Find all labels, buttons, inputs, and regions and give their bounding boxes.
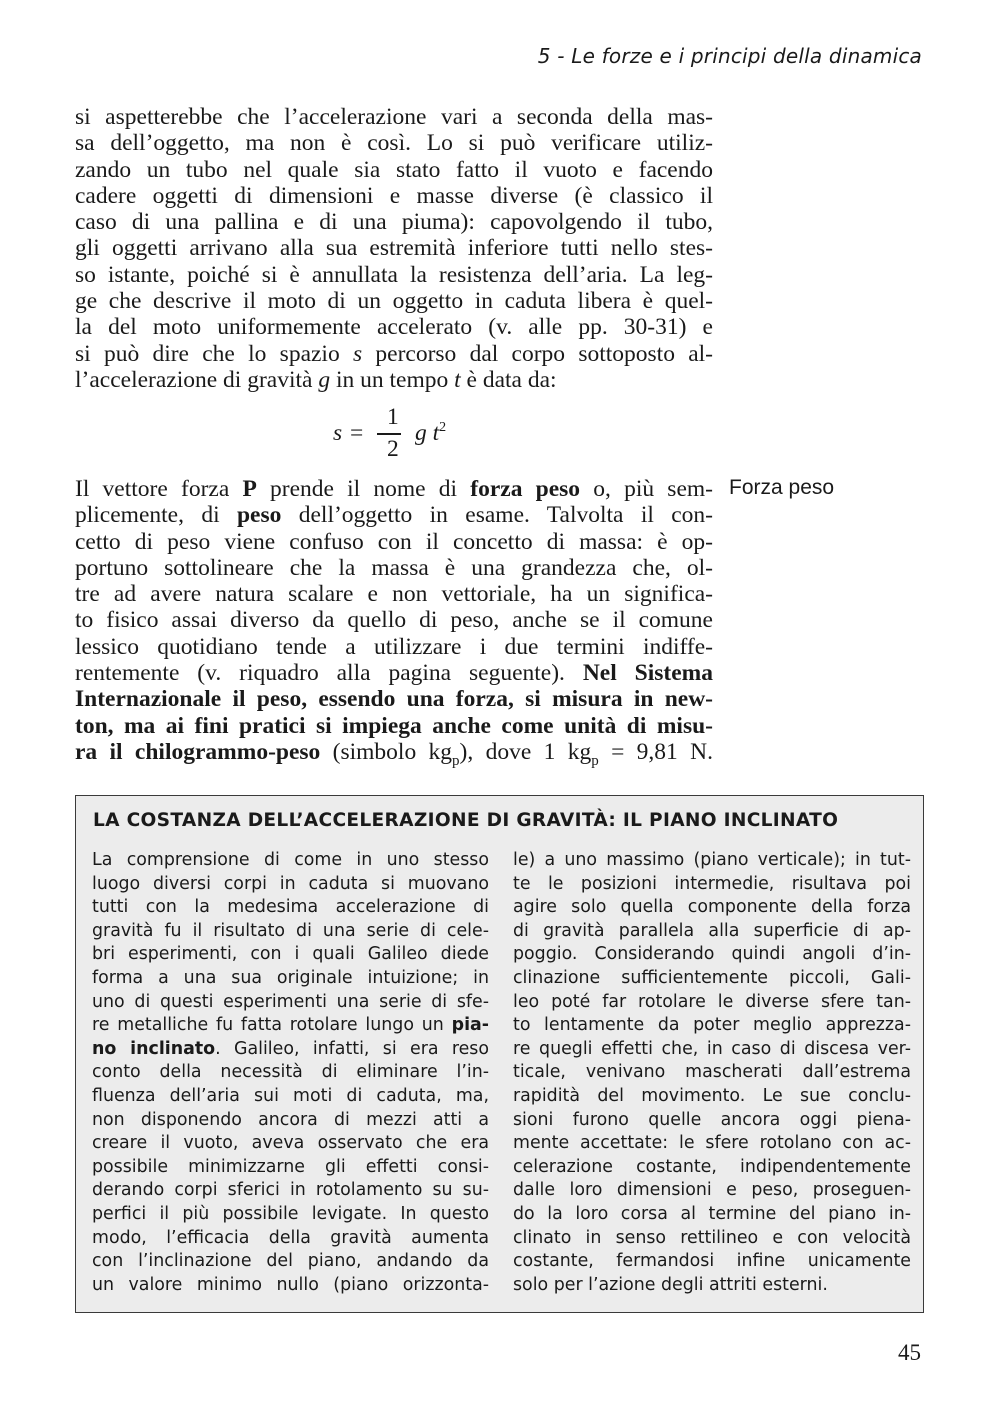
text-line: ge che descrive il moto di un oggetto in caduta libera è quel- [75, 288, 713, 315]
text-line: poggio. Considerando quindi angoli d’in- [513, 944, 911, 965]
fraction-numerator: 1 [387, 404, 399, 430]
text-line: so istante, poiché si è annullata la resistenza dell’aria. La leg- [75, 261, 713, 288]
text-line: fluenza dell’aria sui moti di caduta, ma, [92, 1085, 489, 1106]
text-line: re quegli effetti che, in caso di discesa ver- [513, 1038, 911, 1059]
text-line: rapidità del movimento. Le sue conclu- [513, 1085, 911, 1106]
fraction-bar [377, 433, 401, 435]
paragraph-weight [75, 476, 713, 769]
inclined-plane-box [75, 795, 924, 1313]
margin-note: Forza peso [729, 476, 835, 499]
text-line: tutti con la medesima accelerazione di [92, 897, 489, 918]
box-title: LA COSTANZA DELL’ACCELERAZIONE DI GRAVITÀ: IL PIANO INCLINATO [93, 810, 839, 831]
free-fall-formula [333, 404, 493, 464]
text-line: derando corpi sferici in rotolamento su su- [92, 1180, 489, 1201]
formula-lhs: s [333, 420, 343, 446]
text-line: perfici il più possibile levigate. In questo [92, 1203, 489, 1224]
box-column-left [92, 849, 489, 1297]
text-line: plicemente, di peso dell’oggetto in esame. Talvolta il con- [75, 502, 713, 529]
text-line: luogo diversi corpi in caduta si muovano [92, 873, 489, 894]
text-line: possibile minimizzarne gli effetti consi- [92, 1156, 489, 1177]
bold-term-p: P [242, 476, 257, 502]
text-line: sa dell’oggetto, ma non è così. Lo si può verificare utiliz- [75, 130, 713, 157]
text-line: agire solo quella componente della forza [513, 897, 911, 918]
formula-rhs: g $t^2$ [415, 420, 447, 446]
text-line: le) a uno massimo (piano verticale); in tut- [513, 850, 911, 870]
text-line: uno di questi esperimenti una serie di sfe- [92, 991, 489, 1012]
text-line: tre ad avere natura scalare e non vettoriale, ha un significa- [75, 581, 713, 608]
text-line: re metalliche fu fatta rotolare lungo un pia- [92, 1015, 489, 1036]
text-line: celerazione costante, indipendentemente [513, 1156, 911, 1177]
box-column-right [513, 849, 911, 1297]
text-line: la del moto uniformemente accelerato (v. alle pp. 30-31) e [75, 314, 713, 341]
text-line: cetto di peso viene confuso con il concetto di massa: è op- [75, 528, 713, 555]
text-line: gravità fu il risultato di una serie di cele- [92, 920, 489, 941]
text-line: cadere oggetti di dimensioni e masse diverse (è classico il [75, 182, 713, 209]
text-line: dalle loro dimensioni e peso, proseguen- [513, 1180, 911, 1201]
text-line: si può dire che lo spazio s percorso dal corpo sottoposto al- [75, 340, 713, 367]
text-line: lessico quotidiano tende a utilizzare i due termini indiffe- [75, 633, 713, 660]
bold-term-forza-peso: forza peso [470, 476, 581, 502]
text-line: ra il chilogrammo-peso (simbolo $kg_p$), dove 1 $kg_p = 9,81$ N. [75, 738, 713, 769]
bold-term-peso: peso [236, 502, 282, 529]
fraction-denominator: 2 [387, 436, 399, 462]
text-line: forma a una sua originale intuizione; in [92, 967, 489, 988]
text-line: leo poté far rotolare le diverse sfere tan- [513, 991, 911, 1012]
text-line: gli oggetti arrivano alla sua estremità inferiore tutti nello stes- [75, 235, 713, 262]
text-line: creare il vuoto, aveva osservato che era [92, 1133, 489, 1154]
text-line: modo, l’efficacia della gravità aumenta [92, 1227, 489, 1248]
text-line: clinazione sufficientemente piccoli, Gali- [513, 967, 911, 988]
text-line: no inclinato. Galileo, infatti, si era reso [92, 1038, 489, 1059]
text-line: solo per l’azione degli attriti esterni. [513, 1274, 828, 1295]
text-line: sioni furono quelle ancora oggi piena- [513, 1109, 911, 1130]
page-number: 45 [898, 1340, 921, 1365]
text-line: costante, fermandosi infine unicamente [513, 1251, 911, 1272]
text-line: clinato in senso rettilineo e con velocità [513, 1227, 911, 1248]
running-header: 5 - Le forze e i principi della dinamica [537, 44, 922, 68]
text-line: un valore minimo nullo (piano orizzonta- [92, 1274, 489, 1295]
text-line: conto della necessità di eliminare l’in- [92, 1062, 489, 1083]
variable-t: t [454, 366, 461, 393]
variable-s: s [352, 340, 363, 367]
text-line: rentemente (v. riquadro alla pagina seguente). Nel Sistema [75, 660, 713, 687]
text-line: do la loro corsa al termine del piano in- [513, 1203, 911, 1224]
text-line: to fisico assai diverso da quello di peso, anche se il comune [75, 607, 713, 634]
text-line: zando un tubo nel quale sia stato fatto il vuoto e facendo [75, 156, 713, 183]
text-line: Il vettore forza P prende il nome di forza peso o, più sem- [75, 476, 713, 502]
text-line: con l’inclinazione del piano, andando da [92, 1251, 489, 1272]
text-line: si aspetterebbe che l’accelerazione vari a seconda della mas- [75, 104, 713, 130]
text-line: to lentamente da poter meglio apprezza- [513, 1015, 911, 1036]
text-line: ton, ma ai fini pratici si impiega anche come unità di misu- [75, 712, 713, 739]
paragraph-free-fall [75, 104, 713, 393]
text-line: Internazionale il peso, essendo una forza, si misura in new- [75, 686, 713, 713]
text-line: ticale, venivano mascherati dall’estrema [513, 1062, 911, 1083]
text-line: di gravità parallela alla superficie di ap- [513, 920, 911, 941]
text-line: bri esperimenti, con i quali Galileo diede [92, 944, 489, 965]
text-line: portuno sottolineare che la massa è una grandezza che, ol- [75, 554, 713, 581]
text-line: mente accettate: le sfere rotolano con ac- [513, 1133, 911, 1154]
formula-equals: = [350, 420, 364, 446]
text-line: l’accelerazione di gravità g in un tempo t è data da: [75, 366, 557, 393]
text-line: te le posizioni intermedie, risultava poi [513, 873, 911, 894]
formula-exponent: 2 [439, 420, 447, 436]
text-line: non disponendo ancora di mezzi atti a [92, 1109, 489, 1130]
text-line: La comprensione di come in uno stesso [92, 850, 489, 870]
text-line: caso di una pallina e di una piuma): capovolgendo il tubo, [75, 209, 713, 236]
variable-g: g [318, 366, 331, 393]
